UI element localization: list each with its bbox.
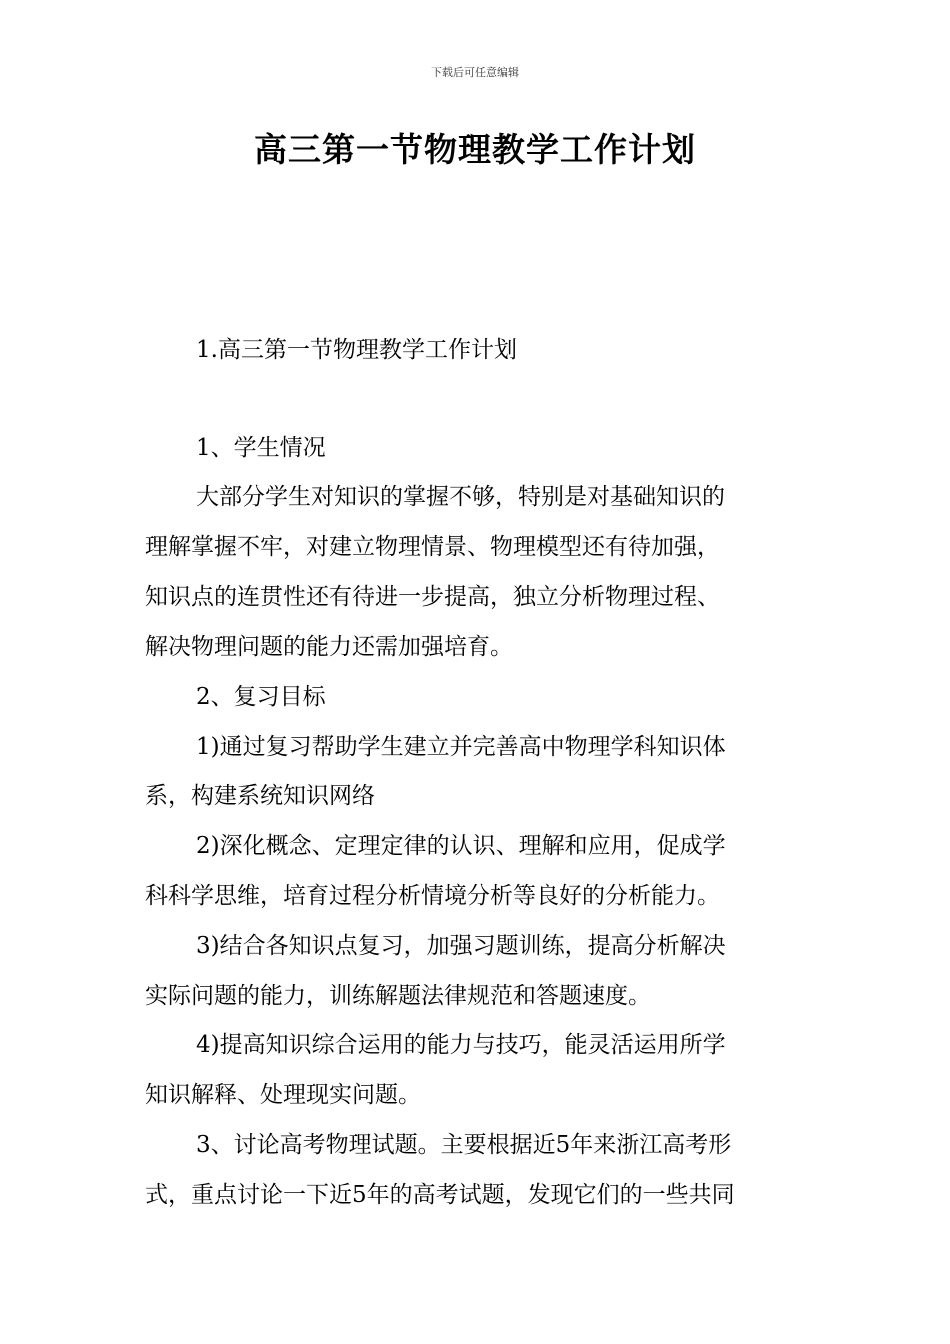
paragraph-line: 解决物理问题的能力还需加强培育。 <box>145 634 513 660</box>
paragraph-line: 系，构建系统知识网络 <box>145 783 375 809</box>
paragraph-line: 知识解释、处理现实问题。 <box>145 1082 421 1108</box>
subsection-heading: 1、学生情况 <box>196 435 326 461</box>
paragraph-line: 理解掌握不牢，对建立物理情景、物理模型还有待加强， <box>145 534 720 560</box>
paragraph-line: 2)深化概念、定理定律的认识、理解和应用，促成学 <box>196 833 726 859</box>
section-heading: 1.高三第一节物理教学工作计划 <box>196 337 517 363</box>
paragraph-line: 3)结合各知识点复习，加强习题训练，提高分析解决 <box>196 933 726 959</box>
paragraph-line: 知识点的连贯性还有待进一步提高，独立分析物理过程、 <box>145 584 720 610</box>
paragraph-line: 1)通过复习帮助学生建立并完善高中物理学科知识体 <box>196 734 726 760</box>
paragraph-line: 大部分学生对知识的掌握不够，特别是对基础知识的 <box>196 484 725 510</box>
paragraph-line: 科科学思维，培育过程分析情境分析等良好的分析能力。 <box>145 883 720 909</box>
document-title: 高三第一节物理教学工作计划 <box>254 130 696 169</box>
paragraph-line: 3、讨论高考物理试题。主要根据近5年来浙江高考形 <box>196 1132 732 1158</box>
paragraph-line: 4)提高知识综合运用的能力与技巧，能灵活运用所学 <box>196 1032 726 1058</box>
header-note: 下载后可任意编辑 <box>431 66 519 79</box>
subsection-heading: 2、复习目标 <box>196 684 326 710</box>
paragraph-line: 实际问题的能力，训练解题法律规范和答题速度。 <box>145 983 651 1009</box>
paragraph-line: 式，重点讨论一下近5年的高考试题，发现它们的一些共同 <box>145 1182 735 1208</box>
